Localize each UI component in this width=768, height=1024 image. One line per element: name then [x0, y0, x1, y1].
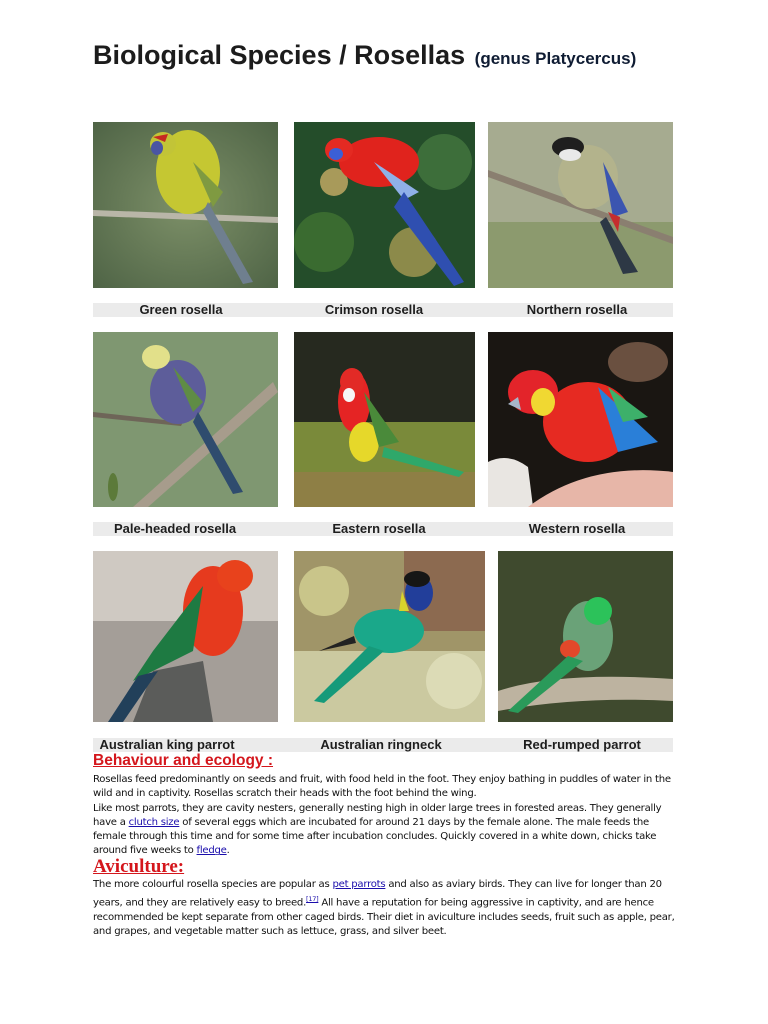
- caption-australian-ringneck: Australian ringneck: [320, 737, 442, 752]
- eastern-rosella-photo: [294, 332, 475, 507]
- caption-eastern-rosella: Eastern rosella: [332, 521, 426, 536]
- western-rosella-photo: [488, 332, 673, 507]
- caption-northern-rosella: Northern rosella: [526, 302, 628, 317]
- page-title: [93, 40, 636, 71]
- title-main: Biological Species / Rosellas: [93, 40, 466, 70]
- clutch-size-link[interactable]: clutch size: [128, 816, 180, 828]
- australian-king-parrot-photo: [93, 551, 278, 722]
- caption-green-rosella: Green rosella: [139, 302, 223, 317]
- caption-australian-king-parrot: Australian king parrot: [99, 737, 235, 752]
- behaviour-paragraph-2-middle: of several eggs which are incubated for around 21 days by the female alone. The male feeds the female through this time and for some time after incubation concludes. Quickly covered in a white down, chicks take around five weeks to: [93, 816, 657, 857]
- caption-red-rumped-parrot: Red-rumped parrot: [523, 737, 641, 752]
- caption-western-rosella: Western rosella: [528, 521, 626, 536]
- behaviour-heading: Behaviour and ecology :: [93, 752, 274, 769]
- behaviour-paragraph-2-end: .: [226, 845, 230, 857]
- behaviour-text: [93, 773, 678, 859]
- red-rumped-parrot-photo: [498, 551, 673, 722]
- northern-rosella-photo: [488, 122, 673, 288]
- caption-pale-headed-rosella: Pale-headed rosella: [113, 521, 237, 536]
- aviculture-paragraph-middle: and also as aviary birds. They can live for longer than 20 years, and they are relatively easy to breed.: [93, 879, 662, 909]
- title-genus: (genus Platycercus): [474, 49, 637, 68]
- green-rosella-photo: [93, 122, 278, 288]
- crimson-rosella-photo: [294, 122, 475, 288]
- caption-crimson-rosella: Crimson rosella: [324, 302, 424, 317]
- aviculture-text: [93, 878, 678, 940]
- australian-ringneck-photo: [294, 551, 485, 722]
- aviculture-paragraph-end: All have a reputation for being aggressive in captivity, and are hence recommended be kept separate from other caged birds. Their diet in aviculture includes seeds, fruit such as apple, pear, and grapes, and vegetable matter such as lettuce, grass, and silver beet.: [93, 897, 675, 938]
- behaviour-paragraph-1: Rosellas feed predominantly on seeds and fruit, with food held in the foot. They enjoy bathing in puddles of water in the wild and in captivity. Rosellas scratch their heads with the foot behind the wing.: [93, 774, 671, 800]
- behaviour-paragraph-2-start: Like most parrots, they are cavity nesters, generally nesting high in older large trees in forested areas. They generally have a: [93, 802, 662, 828]
- fledge-link[interactable]: fledge: [196, 845, 227, 857]
- pet-parrots-link[interactable]: pet parrots: [332, 879, 386, 890]
- aviculture-paragraph-start: The more colourful rosella species are popular as: [93, 879, 333, 890]
- pale-headed-rosella-photo: [93, 332, 278, 507]
- aviculture-heading: Aviculture:: [93, 856, 185, 877]
- citation-17-link[interactable]: [17]: [306, 895, 319, 904]
